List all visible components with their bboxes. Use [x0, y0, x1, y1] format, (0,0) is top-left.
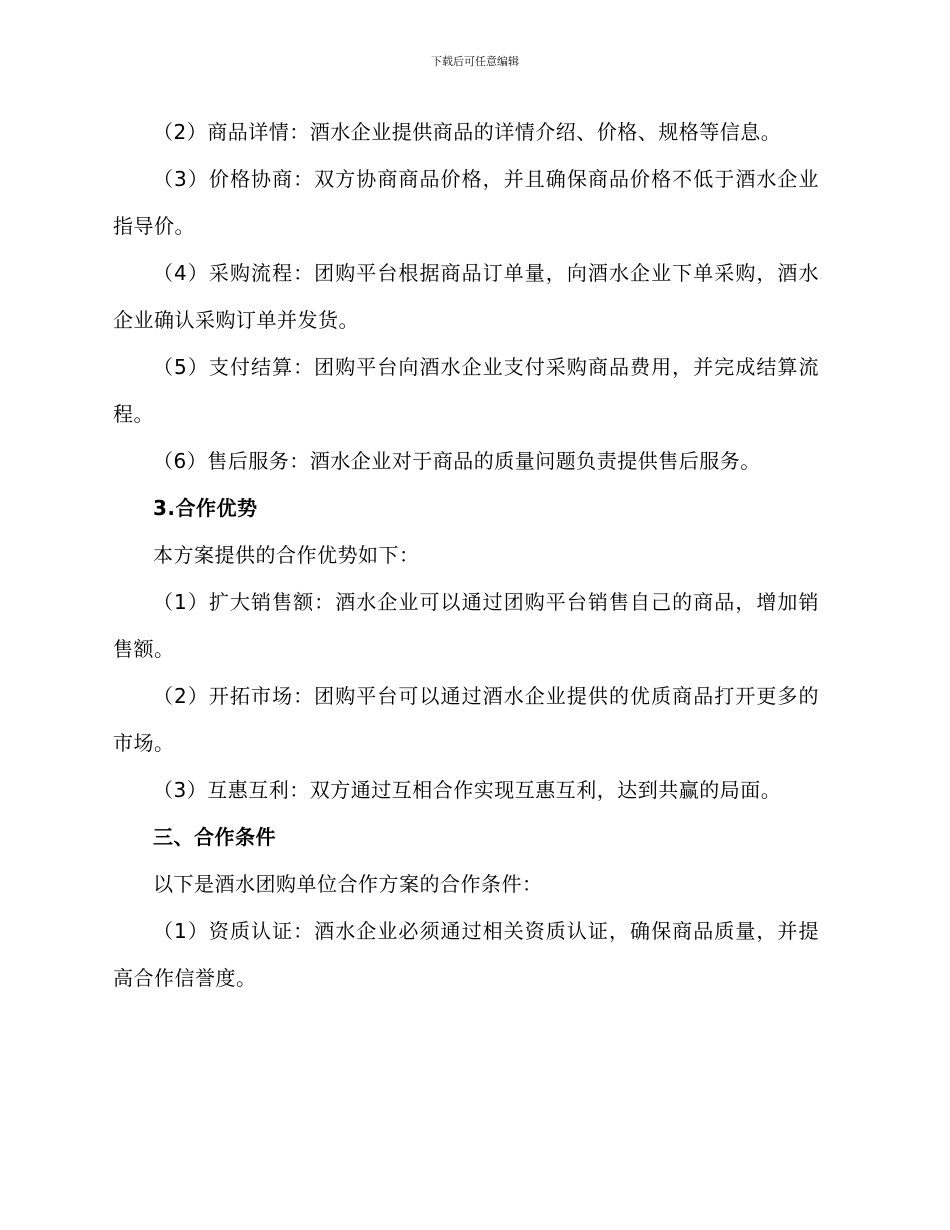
section-heading-conditions: 三、合作条件: [153, 825, 276, 849]
paragraph-expand-sales: （1）扩大销售额：酒水企业可以通过团购平台销售自己的商品，增加销售额。: [113, 590, 819, 661]
paragraph-purchase-process: （4）采购流程：团购平台根据商品订单量，向酒水企业下单采购，酒水企业确认采购订单并发货。: [113, 261, 819, 332]
section-heading-advantages: 3.合作优势: [153, 496, 258, 520]
paragraph-open-market: （2）开拓市场：团购平台可以通过酒水企业提供的优质商品打开更多的市场。: [113, 684, 819, 755]
paragraph-after-sales: （6）售后服务：酒水企业对于商品的质量问题负责提供售后服务。: [153, 449, 761, 473]
paragraph-product-details: （2）商品详情：酒水企业提供商品的详情介绍、价格、规格等信息。: [153, 120, 782, 144]
paragraph-conditions-intro: 以下是酒水团购单位合作方案的合作条件：: [153, 872, 543, 896]
paragraph-qualification: （1）资质认证：酒水企业必须通过相关资质认证，确保商品质量，并提高合作信誉度。: [113, 919, 819, 990]
page-header-note: 下载后可任意编辑: [431, 55, 519, 68]
paragraph-mutual-benefit: （3）互惠互利：双方通过互相合作实现互惠互利，达到共赢的局面。: [153, 778, 782, 802]
paragraph-payment-settlement: （5）支付结算：团购平台向酒水企业支付采购商品费用，并完成结算流程。: [113, 355, 819, 426]
paragraph-price-negotiation: （3）价格协商：双方协商商品价格，并且确保商品价格不低于酒水企业指导价。: [113, 167, 819, 238]
document-body: [113, 109, 819, 1002]
paragraph-advantages-intro: 本方案提供的合作优势如下：: [153, 543, 420, 567]
